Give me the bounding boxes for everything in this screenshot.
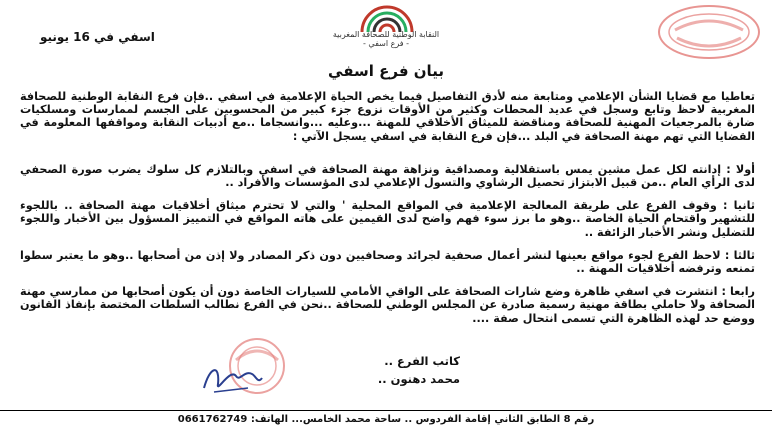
point-2-lead: ثانيا : xyxy=(723,199,755,213)
org-name-line1: النقابة الوطنية للصحافة المغربية xyxy=(332,30,440,39)
point-1 xyxy=(20,163,755,189)
point-2-text-continued: ..وهو ما برز سوء فهم واضح لدى القيمين على هاته المواقع في التمييز المسؤول بين الأخبار واللجوء للتضليل ونشر الأخبار الزائفة .. xyxy=(20,212,755,239)
intro-paragraph: تعاطيا مع قضايا الشأن الإعلامي ومتابعة منه لأدق التفاصيل فيما يخص الحياة الإعلامية في اسفي ..فإن فرع النقابة الوطنية للصحافة المغربية لاحظ وتابع وسجل في عديد المحطات وكثير من الأوقات نزوع جزء كبير من المحسوبين على الجسم لممارسات ومسلكيات ضارة بالمرجعيات المهنية للصحافة ومناقضة للميثاق الأخلاقي للمهنة ...وعليه ...وانسجاما ..مع أدبيات النقابة ومواقفها المعلومة في القضايا التي تهم مهنة الصحافة في البلد ...فإن فرع النقابة في اسفي يسجل الآتي : xyxy=(20,90,755,143)
footer-divider xyxy=(0,410,772,411)
point-2 xyxy=(20,199,755,239)
footer-address: رقم 8 الطابق الثاني إقامة الفردوس .. ساحة محمد الخامس... الهاتف: 0661762749 xyxy=(177,414,595,425)
point-1-emphasis: تحصيل الرشاوي والتسول الإعلامي لدى المؤسسات والأفراد .. xyxy=(225,176,565,190)
document-date: اسفي في 16 يونيو xyxy=(40,30,155,44)
signoff xyxy=(310,352,460,388)
document-body xyxy=(20,90,755,335)
point-4 xyxy=(20,285,755,325)
point-1-text: إدانته لكل عمل مشين يمس باستقلالية ومصداقية ونزاهة مهنة الصحافة في اسفي وبالتلازم كل سلوك يضرب صورة الصحفي لدى الرأي العام ..من قبيل الابتزاز xyxy=(20,162,755,190)
point-2-text: وقوف الفرع على طريقة المعالجة الإعلامية في المواقع المحلية ' والتي لا تحترم ميثاق أخلاقيات مهنة الصحافة .. xyxy=(64,199,717,213)
point-3 xyxy=(20,249,755,275)
point-1-lead: أولا : xyxy=(726,162,755,176)
signature-icon xyxy=(196,358,266,398)
document-title: بيان فرع اسفي xyxy=(328,62,444,80)
point-2-emphasis: باللجوء للتشهير واقتحام الحياة الخاصة xyxy=(20,199,755,226)
point-3-lead: ثالثا : xyxy=(724,248,755,262)
signoff-name: محمد دهنون .. xyxy=(377,372,460,386)
point-3-emphasis: سطوا تمنعه وترفضه أخلاقيات المهنة .. xyxy=(20,248,755,276)
point-4-lead: رابعا : xyxy=(721,285,755,299)
stamp-icon xyxy=(655,2,763,62)
point-3-text: لاحظ الفرع لجوء مواقع بعينها لنشر أعمال صحفية لجرائد وصحافيين دون ذكر المصادر ولا إذن من أصحابها ..وهو ما يعتبر xyxy=(57,248,721,262)
org-name xyxy=(300,30,472,48)
signoff-role: كاتب الفرع .. xyxy=(384,354,460,368)
org-name-line2: - فرع اسفي - xyxy=(362,39,410,48)
point-4-text: انتشرت في اسفي ظاهرة وضع شارات الصحافة على الواقي الأمامي للسيارات الخاصة دون أن يكون أصحابها من ممارسي مهنة الصحافة ولا حاملي بطاقة مهنية رسمية صادرة عن المجلس الوطني للصحافة ..نحن في الفرع نطالب السلطات المختصة بإنفاذ القانون ووضع حد لهذه الظاهرة التي تسمى انتحال صفة .... xyxy=(20,285,755,325)
